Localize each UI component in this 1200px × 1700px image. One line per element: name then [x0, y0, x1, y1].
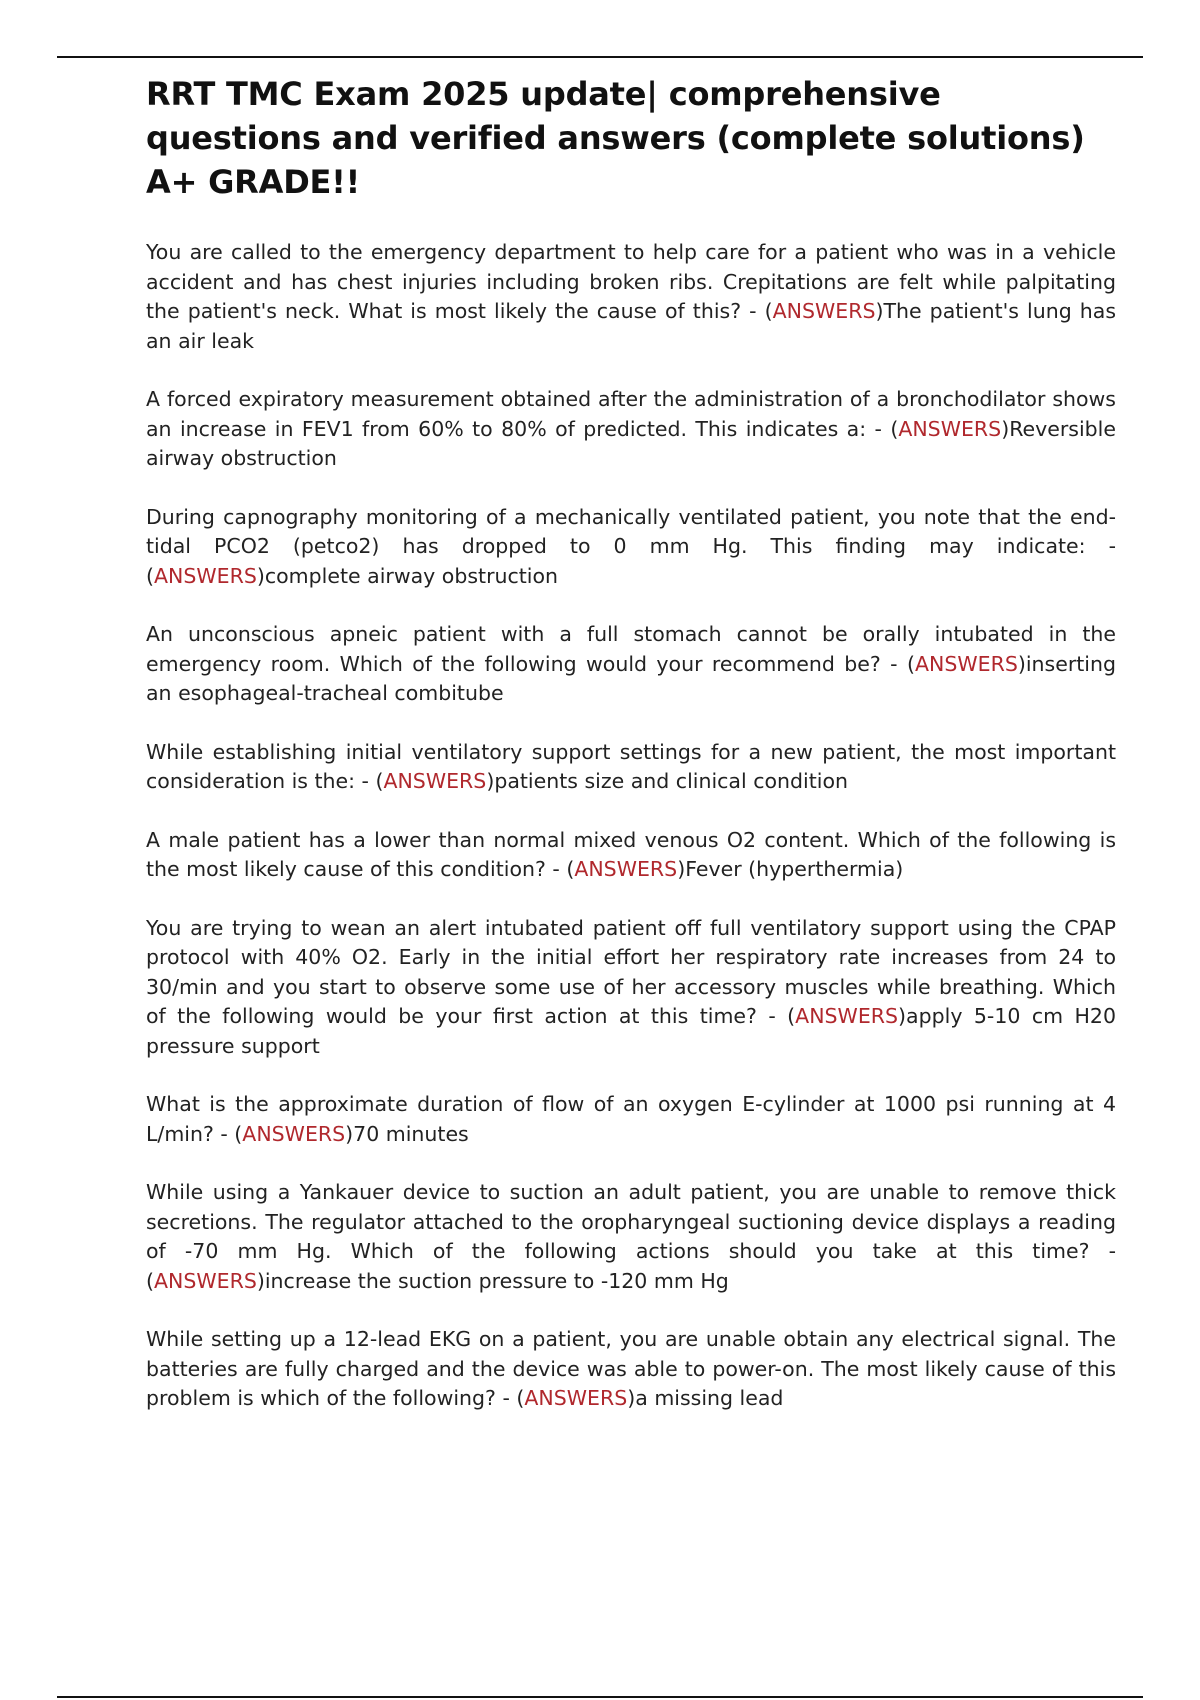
answers-tag: ANSWERS [795, 1004, 899, 1028]
answer-close-paren: ) [677, 857, 686, 881]
question-text: A forced expiratory measurement obtained after the administration of a bronchodilator shows an increase in FEV1 from 60% to 80% of predicted. This indicates a: - ( [146, 387, 1116, 441]
qa-item [146, 238, 1116, 356]
answers-tag: ANSWERS [154, 563, 257, 588]
bottom-rule [57, 1696, 1143, 1698]
question-text: An unconscious apneic patient with a full stomach cannot be orally intubated in the emergency room. Which of the following would your recommend be? - ( [146, 622, 1116, 676]
answers-tag: ANSWERS [383, 769, 487, 793]
answer-text: Reversible airway obstruction [146, 416, 1116, 470]
document-title: RRT TMC Exam 2025 update| comprehensive questions and verified answers (complete solutions) A+ GRADE!! [146, 75, 1085, 201]
answer-close-paren: ) [345, 1121, 354, 1146]
answer-close-paren: ) [627, 1386, 636, 1410]
qa-item [146, 620, 1116, 709]
answer-close-paren: ) [1017, 651, 1026, 676]
answers-tag: ANSWERS [524, 1386, 628, 1410]
answer-close-paren: ) [1001, 416, 1010, 441]
question-text: While setting up a 12-lead EKG on a patient, you are unable obtain any electrical signal. The batteries are fully charged and the device was able to power-on. The most likely cause of this problem is which of the following? - ( [146, 1327, 1116, 1410]
qa-item [146, 1090, 1116, 1149]
answer-text: inserting an esophageal-tracheal combitube [146, 651, 1116, 705]
answer-text: apply 5-10 cm H20 pressure support [146, 1004, 1116, 1058]
question-text: You are trying to wean an alert intubated patient off full ventilatory support using the CPAP protocol with 40% O2. Early in the initial effort her respiratory rate increases from 24 to 30/min and you start to observe some use of her accessory muscles while breathing. Which of the following would be your first action at this time? - ( [146, 915, 1116, 1028]
answer-close-paren: ) [875, 299, 884, 323]
answers-tag: ANSWERS [154, 1268, 257, 1293]
qa-item [146, 826, 1116, 885]
answer-text: 70 minutes [353, 1121, 469, 1146]
answers-tag: ANSWERS [242, 1121, 346, 1146]
answer-text: Fever (hyperthermia) [685, 857, 904, 881]
qa-item [146, 914, 1116, 1062]
qa-item [146, 1325, 1116, 1414]
answer-close-paren: ) [256, 563, 265, 588]
answer-text: complete airway obstruction [264, 563, 559, 588]
qa-item [146, 385, 1116, 474]
qa-item [146, 1178, 1116, 1296]
qa-item [146, 738, 1116, 797]
answers-tag: ANSWERS [898, 416, 1002, 441]
qa-item [146, 503, 1116, 592]
answers-tag: ANSWERS [574, 857, 678, 881]
answer-text: patients size and clinical condition [494, 769, 848, 793]
question-text: During capnography monitoring of a mechanically ventilated patient, you note that the end-tidal PCO2 (petco2) has dropped to 0 mm Hg. This finding may indicate: - ( [146, 504, 1116, 588]
answer-text: a missing lead [635, 1386, 784, 1410]
question-text: What is the approximate duration of flow of an oxygen E-cylinder at 1000 psi running at 4 L/min? - ( [146, 1092, 1116, 1146]
question-text: While establishing initial ventilatory support settings for a new patient, the most important consideration is the: - ( [146, 739, 1116, 793]
document-body [146, 72, 1116, 1443]
top-rule [57, 56, 1143, 58]
question-text: You are called to the emergency department to help care for a patient who was in a vehicle accident and has chest injuries including broken ribs. Crepitations are felt while palpitating the patient's neck. What is most likely the cause of this? - ( [146, 240, 1116, 323]
question-text: A male patient has a lower than normal mixed venous O2 content. Which of the following is the most likely cause of this condition? - ( [146, 827, 1116, 881]
answer-close-paren: ) [256, 1268, 265, 1293]
answer-text: increase the suction pressure to -120 mm Hg [264, 1268, 729, 1293]
answers-tag: ANSWERS [772, 299, 876, 323]
answer-text: The patient's lung has an air leak [146, 299, 1117, 353]
answer-close-paren: ) [486, 769, 495, 793]
answer-close-paren: ) [898, 1004, 907, 1028]
answers-tag: ANSWERS [914, 651, 1018, 676]
question-text: While using a Yankauer device to suction an adult patient, you are unable to remove thick secretions. The regulator attached to the oropharyngeal suctioning device displays a reading of -70 mm Hg. Which of the following actions should you take at this time? - ( [146, 1180, 1116, 1293]
